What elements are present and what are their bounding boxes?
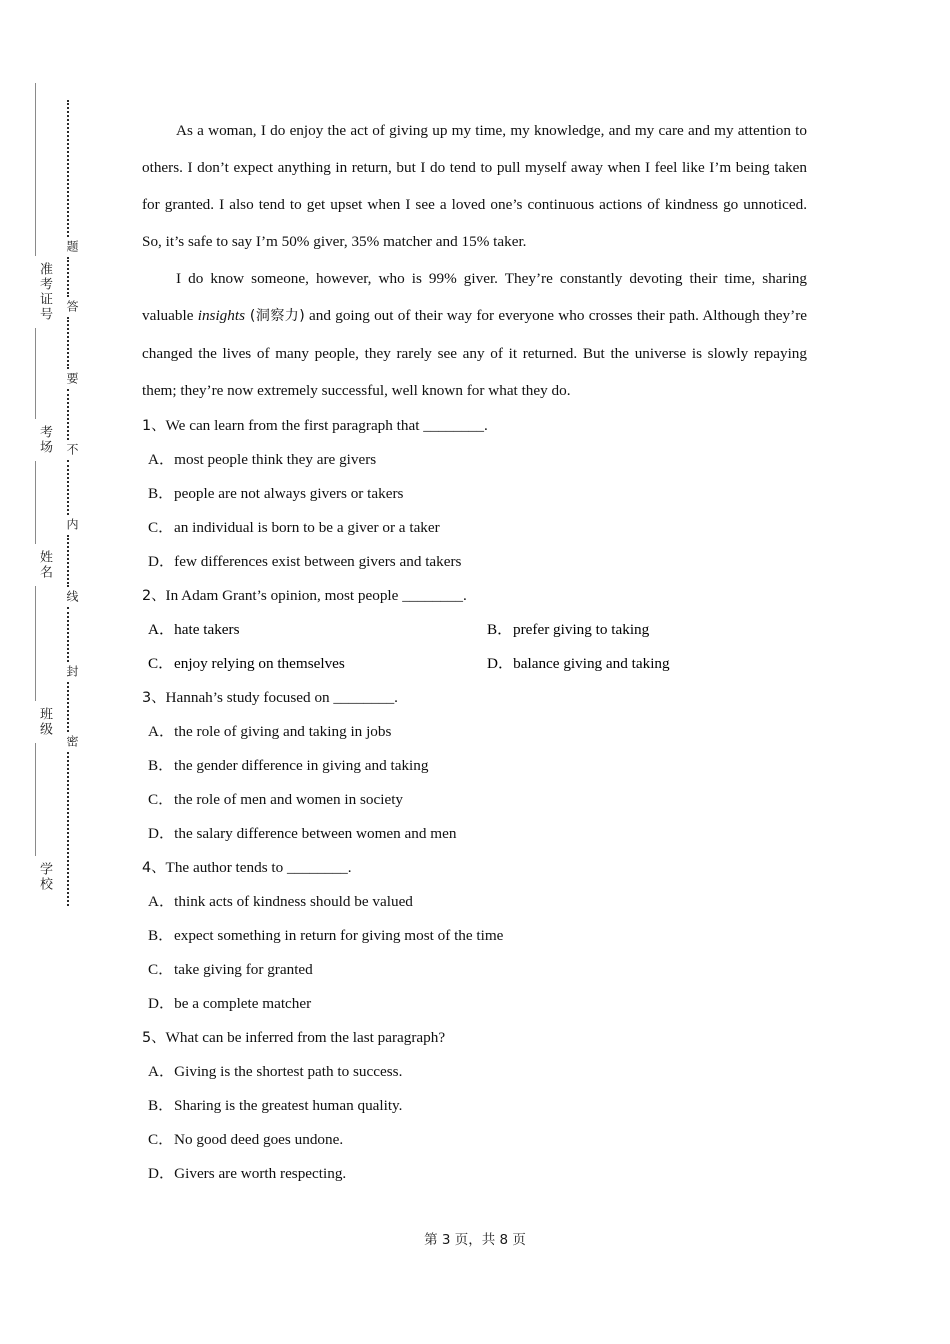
option-letter: B． <box>487 621 513 638</box>
identity-label-5: 学校 <box>37 862 52 892</box>
seal-character-2: 答 <box>58 300 78 312</box>
seal-dotted-segment <box>67 460 69 515</box>
option-d[interactable] <box>142 545 807 579</box>
option-text: an individual is born to be a giver or a taker <box>174 519 440 536</box>
question-block-3 <box>142 681 807 851</box>
option-text: few differences exist between givers and takers <box>174 553 462 570</box>
question-block-4 <box>142 851 807 1021</box>
page-footer: 第 3 页，共 8 页 <box>424 1232 526 1248</box>
option-a[interactable] <box>142 1055 807 1089</box>
seal-character-4: 不 <box>58 443 78 455</box>
option-b[interactable] <box>142 749 807 783</box>
paragraph-2-text-part2: and going out of their way for everyone who crosses their path. Although they’re changed the lives of many people, they rarely see any of it returned. But the universe is slowly repaying them; they’re now extremely successful, well known for what they do. <box>142 307 807 399</box>
option-text: Giving is the shortest path to success. <box>174 1063 403 1080</box>
passage-paragraph-2 <box>142 260 807 409</box>
option-row <box>142 613 807 647</box>
option-letter: C． <box>148 961 174 978</box>
option-letter: D． <box>148 1165 175 1182</box>
option-text: Givers are worth respecting. <box>174 1165 347 1182</box>
option-text: the role of men and women in society <box>174 791 404 808</box>
seal-character-5: 内 <box>58 518 78 530</box>
question-stem-text: The author tends to ________. <box>165 859 352 876</box>
question-number: 1、 <box>142 418 166 434</box>
option-b[interactable] <box>142 919 807 953</box>
identity-label-2: 考场 <box>37 425 52 455</box>
identity-rule-segment <box>35 83 36 256</box>
question-block-5 <box>142 1021 807 1191</box>
seal-character-3: 要 <box>58 372 78 384</box>
seal-character-1: 题 <box>58 240 78 252</box>
option-row <box>142 647 807 681</box>
option-b[interactable] <box>481 613 807 647</box>
option-letter: B． <box>148 927 174 944</box>
question-stem <box>142 1021 807 1055</box>
question-stem <box>142 851 807 885</box>
option-d[interactable] <box>481 647 807 681</box>
option-text: the salary difference between women and men <box>174 825 457 842</box>
paragraph-2-text-part1: I do know someone, however, who is 99% giver. They’re constantly devoting their time, sharing valuable <box>142 270 807 324</box>
question-number: 2、 <box>142 588 166 604</box>
option-text: take giving for granted <box>174 961 313 978</box>
identity-rule-segment <box>35 461 36 544</box>
seal-dotted-segment <box>67 257 69 297</box>
question-stem-text: Hannah’s study focused on ________. <box>165 689 398 706</box>
identity-rule-segment <box>35 586 36 701</box>
seal-dotted-segment <box>67 682 69 732</box>
question-stem <box>142 409 807 443</box>
option-letter: D． <box>148 553 175 570</box>
identity-label-1: 准考证号 <box>37 262 52 322</box>
option-c[interactable] <box>142 647 481 681</box>
option-letter: C． <box>148 1131 174 1148</box>
option-letter: A． <box>148 621 175 638</box>
question-stem <box>142 579 807 613</box>
seal-dotted-segment <box>67 100 69 237</box>
option-letter: C． <box>148 655 174 672</box>
insights-chinese-gloss: (洞察力) <box>244 308 305 324</box>
option-text: be a complete matcher <box>174 995 312 1012</box>
option-letter: B． <box>148 757 174 774</box>
option-c[interactable] <box>142 511 807 545</box>
identity-rule-column <box>35 83 37 885</box>
option-a[interactable] <box>142 715 807 749</box>
seal-character-7: 封 <box>58 665 78 677</box>
identity-label-4: 班级 <box>37 707 52 737</box>
option-letter: A． <box>148 1063 175 1080</box>
option-text: people are not always givers or takers <box>174 485 404 502</box>
seal-dotted-segment <box>67 535 69 587</box>
option-text: enjoy relying on themselves <box>174 655 345 672</box>
option-a[interactable] <box>142 443 807 477</box>
option-letter: A． <box>148 723 175 740</box>
question-number: 5、 <box>142 1030 166 1046</box>
option-letter: D． <box>148 995 175 1012</box>
option-d[interactable] <box>142 987 807 1021</box>
question-stem-text: We can learn from the first paragraph that ________. <box>165 417 488 434</box>
option-c[interactable] <box>142 953 807 987</box>
option-text: No good deed goes undone. <box>174 1131 344 1148</box>
question-block-1 <box>142 409 807 579</box>
option-c[interactable] <box>142 783 807 817</box>
option-d[interactable] <box>142 817 807 851</box>
question-block-2 <box>142 579 807 681</box>
option-a[interactable] <box>142 613 481 647</box>
question-stem <box>142 681 807 715</box>
option-text: most people think they are givers <box>174 451 377 468</box>
seal-margin <box>0 0 120 1344</box>
option-text: expect something in return for giving most of the time <box>174 927 504 944</box>
option-letter: B． <box>148 1097 174 1114</box>
option-letter: D． <box>148 825 175 842</box>
question-stem-text: In Adam Grant’s opinion, most people ________. <box>165 587 467 604</box>
option-letter: A． <box>148 893 175 910</box>
question-number: 4、 <box>142 860 166 876</box>
seal-dotted-segment <box>67 607 69 662</box>
page-content <box>142 112 807 1191</box>
option-a[interactable] <box>142 885 807 919</box>
seal-dotted-line <box>67 100 69 906</box>
option-c[interactable] <box>142 1123 807 1157</box>
option-text: Sharing is the greatest human quality. <box>174 1097 403 1114</box>
option-text: balance giving and taking <box>513 655 670 672</box>
questions-list <box>142 409 807 1191</box>
option-letter: B． <box>148 485 174 502</box>
identity-rule-segment <box>35 743 36 856</box>
option-text: the gender difference in giving and taking <box>174 757 429 774</box>
option-text: prefer giving to taking <box>513 621 650 638</box>
seal-dotted-segment <box>67 317 69 369</box>
identity-rule-segment <box>35 328 36 419</box>
option-text: think acts of kindness should be valued <box>174 893 413 910</box>
seal-character-8: 密 <box>58 735 78 747</box>
option-text: the role of giving and taking in jobs <box>174 723 392 740</box>
seal-character-6: 线 <box>58 590 78 602</box>
question-stem-text: What can be inferred from the last paragraph? <box>165 1029 446 1046</box>
insights-italic-term: insights <box>197 307 245 324</box>
passage-paragraph-1: As a woman, I do enjoy the act of giving up my time, my knowledge, and my care and my attention to others. I don’t expect anything in return, but I do tend to pull myself away when I feel like I’m being taken for granted. I also tend to get upset when I see a loved one’s continuous actions of kindness go unnoticed. So, it’s safe to say I’m 50% giver, 35% matcher and 15% taker. <box>142 122 807 250</box>
seal-dotted-segment <box>67 752 69 906</box>
option-b[interactable] <box>142 477 807 511</box>
option-letter: A． <box>148 451 175 468</box>
option-b[interactable] <box>142 1089 807 1123</box>
option-letter: C． <box>148 519 174 536</box>
option-d[interactable] <box>142 1157 807 1191</box>
option-letter: C． <box>148 791 174 808</box>
option-letter: D． <box>487 655 514 672</box>
option-text: hate takers <box>174 621 240 638</box>
seal-dotted-segment <box>67 389 69 440</box>
identity-label-3: 姓名 <box>37 550 52 580</box>
question-number: 3、 <box>142 690 166 706</box>
